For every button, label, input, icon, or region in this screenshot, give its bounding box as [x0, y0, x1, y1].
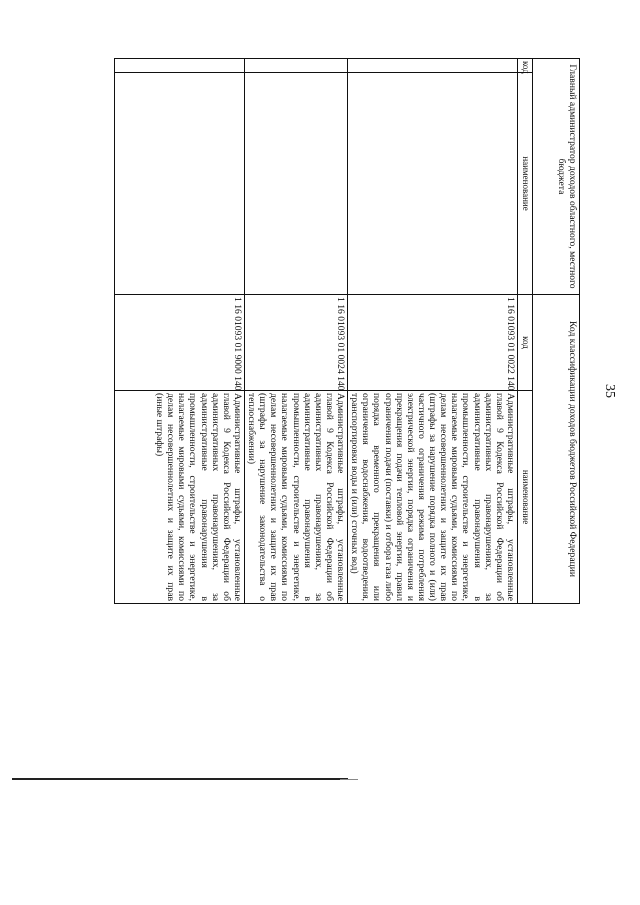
- table-row: [245, 59, 348, 604]
- admin-code-cell: [115, 59, 245, 73]
- classification-group-header: Код классификации доходов бюджетов Российской Федерации: [533, 295, 580, 604]
- admin-group-header: Главный администратор доходов областного, местного бюджета: [533, 59, 580, 295]
- table-row: [115, 59, 245, 604]
- admin-code-header: код: [518, 59, 533, 73]
- kbk-description-cell: Административные штрафы, установленные главой 9 Кодекса Российской Федерации об административных правонарушениях, за административные правонарушения в промышленности, строительстве и энергетике, налагаемые мировыми судьями, комиссиями по делам несовершеннолетних и защите их прав (иные штрафы): [115, 391, 245, 604]
- admin-name-header: наименование: [518, 73, 533, 295]
- kbk-description-cell: Административные штрафы, установленные главой 9 Кодекса Российской Федерации об административных правонарушениях, за административные правонарушения в промышленности, строительстве и энергетике, налагаемые мировыми судьями, комиссиями по делам несовершеннолетних и защите их прав (штрафы за нарушение порядка полного и (или) частичного ограничения режима потребления электрической энергии, порядка ограничения и прекращения подачи тепловой энергии, правил ограничения подачи (поставки) и отбора газа либо порядка временного прекращения или ограничения водоснабжения, водоотведения, транспортировки воды и (или) сточных вод): [348, 391, 518, 604]
- bottom-rule-line: [12, 778, 348, 780]
- rotated-table-wrapper: [154, 58, 580, 604]
- admin-name-cell: [245, 73, 348, 295]
- bottom-rule-tail: [340, 779, 358, 780]
- budget-classification-table: [114, 58, 580, 604]
- kbk-code-cell: 1 16 01093 01 0022 140: [348, 295, 518, 391]
- kbk-description-cell: Административные штрафы, установленные главой 9 Кодекса Российской Федерации об административных правонарушениях, за административные правонарушения в промышленности, строительстве и энергетике, налагаемые мировыми судьями, комиссиями по делам несовершеннолетних и защите их прав (штрафы за нарушение законодательства о теплоснабжении): [245, 391, 348, 604]
- admin-name-cell: [115, 73, 245, 295]
- admin-code-cell: [245, 59, 348, 73]
- kbk-code-cell: 1 16 01093 01 9000 140: [115, 295, 245, 391]
- kbk-code-header: код: [518, 295, 533, 391]
- admin-name-cell: [348, 73, 518, 295]
- kbk-name-header: наименование: [518, 391, 533, 604]
- page-number: 35: [602, 384, 617, 398]
- kbk-code-cell: 1 16 01093 01 0024 140: [245, 295, 348, 391]
- table-row: [348, 59, 518, 604]
- admin-code-cell: [348, 59, 518, 73]
